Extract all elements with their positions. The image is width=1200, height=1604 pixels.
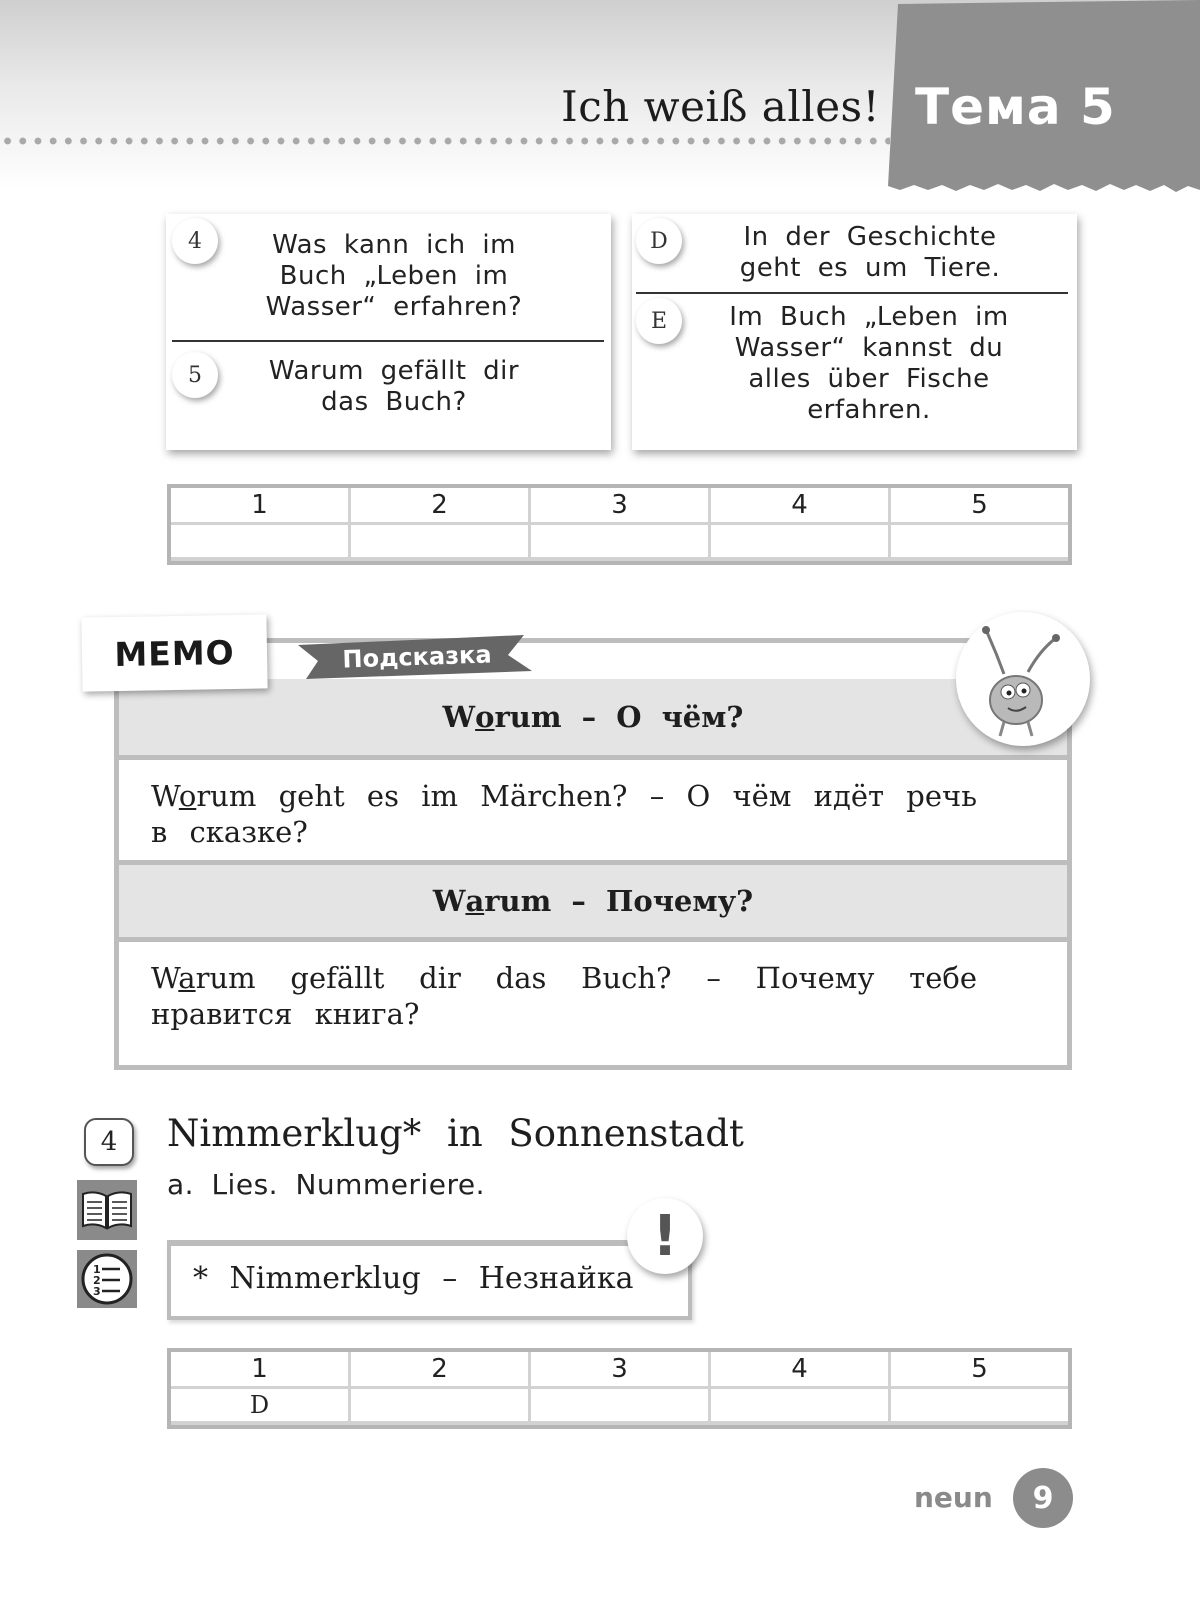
grid-answer-cell[interactable]: [171, 525, 348, 557]
answer-text: Im Buch „Leben im Wasser“ kannst du alles über Fische erfahren.: [729, 302, 1009, 425]
card-separator: [636, 292, 1068, 294]
grid-header-cell: 3: [531, 1352, 708, 1386]
question-card: [166, 214, 611, 450]
grid-answer-cell[interactable]: [711, 525, 888, 557]
memo-heading: W a rum – Почему?: [119, 865, 1067, 937]
grid-answer-cell[interactable]: D: [171, 1389, 348, 1421]
card-separator: [172, 340, 604, 342]
exercise-title: Nimmerklug* in Sonnenstadt: [167, 1112, 744, 1155]
exclamation-icon: !: [627, 1198, 703, 1274]
book-icon: [77, 1180, 137, 1240]
bug-character-icon: [956, 612, 1090, 746]
grid-header-cell: 5: [891, 488, 1068, 522]
grid-header-cell: 4: [711, 1352, 888, 1386]
topic-label: Тема 5: [915, 78, 1116, 136]
item-badge: D: [636, 218, 682, 264]
memo-tag: MEMO: [81, 614, 267, 691]
memo-example: Warum gefällt dir das Buch? – Почему тебе нравится книга?: [119, 942, 1067, 1065]
memo-box: [114, 638, 1072, 1070]
grid-answer-cell[interactable]: [531, 525, 708, 557]
page-number: 9: [1013, 1468, 1073, 1528]
item-badge: E: [636, 298, 682, 344]
exercise-number: 4: [84, 1118, 134, 1166]
footnote-box: [167, 1240, 692, 1320]
question-text: Warum gefällt dir das Buch?: [268, 356, 520, 417]
hint-label: Подсказка: [341, 640, 492, 674]
section-title: Ich weiß alles!: [561, 82, 880, 131]
grid-answer-cell[interactable]: [351, 1389, 528, 1421]
page-number-word: neun: [914, 1481, 993, 1514]
footnote-text: * Nimmerklug – Незнайка: [193, 1261, 634, 1296]
answer-text: In der Geschichte geht es um Tiere.: [739, 222, 1001, 283]
grid-header-cell: 2: [351, 1352, 528, 1386]
grid-header-cell: 2: [351, 488, 528, 522]
grid-answer-cell[interactable]: [351, 525, 528, 557]
memo-heading: W o rum – О чём?: [119, 679, 1067, 755]
grid-header-cell: 5: [891, 1352, 1068, 1386]
item-badge: 5: [172, 352, 218, 398]
grid-answer-cell[interactable]: [891, 1389, 1068, 1421]
item-badge: 4: [172, 218, 218, 264]
svg-text:2: 2: [93, 1274, 101, 1287]
grid-header-cell: 1: [171, 488, 348, 522]
exercise-instruction: a. Lies. Nummeriere.: [167, 1168, 485, 1201]
grid-answer-cell[interactable]: [531, 1389, 708, 1421]
answer-card: [632, 214, 1077, 450]
svg-text:3: 3: [93, 1285, 101, 1298]
svg-text:1: 1: [93, 1263, 101, 1276]
answer-grid: [167, 1348, 1072, 1429]
grid-header-cell: 1: [171, 1352, 348, 1386]
dotted-divider: [0, 136, 890, 146]
grid-answer-cell[interactable]: [711, 1389, 888, 1421]
answer-grid: [167, 484, 1072, 565]
grid-header-cell: 4: [711, 488, 888, 522]
numbered-list-icon: [77, 1250, 137, 1308]
memo-example: Worum geht es im Märchen? – О чём идёт речь в сказке?: [119, 760, 1067, 860]
grid-answer-cell[interactable]: [891, 525, 1068, 557]
grid-header-cell: 3: [531, 488, 708, 522]
question-text: Was kann ich im Buch „Leben im Wasser“ erfahren?: [265, 230, 523, 322]
